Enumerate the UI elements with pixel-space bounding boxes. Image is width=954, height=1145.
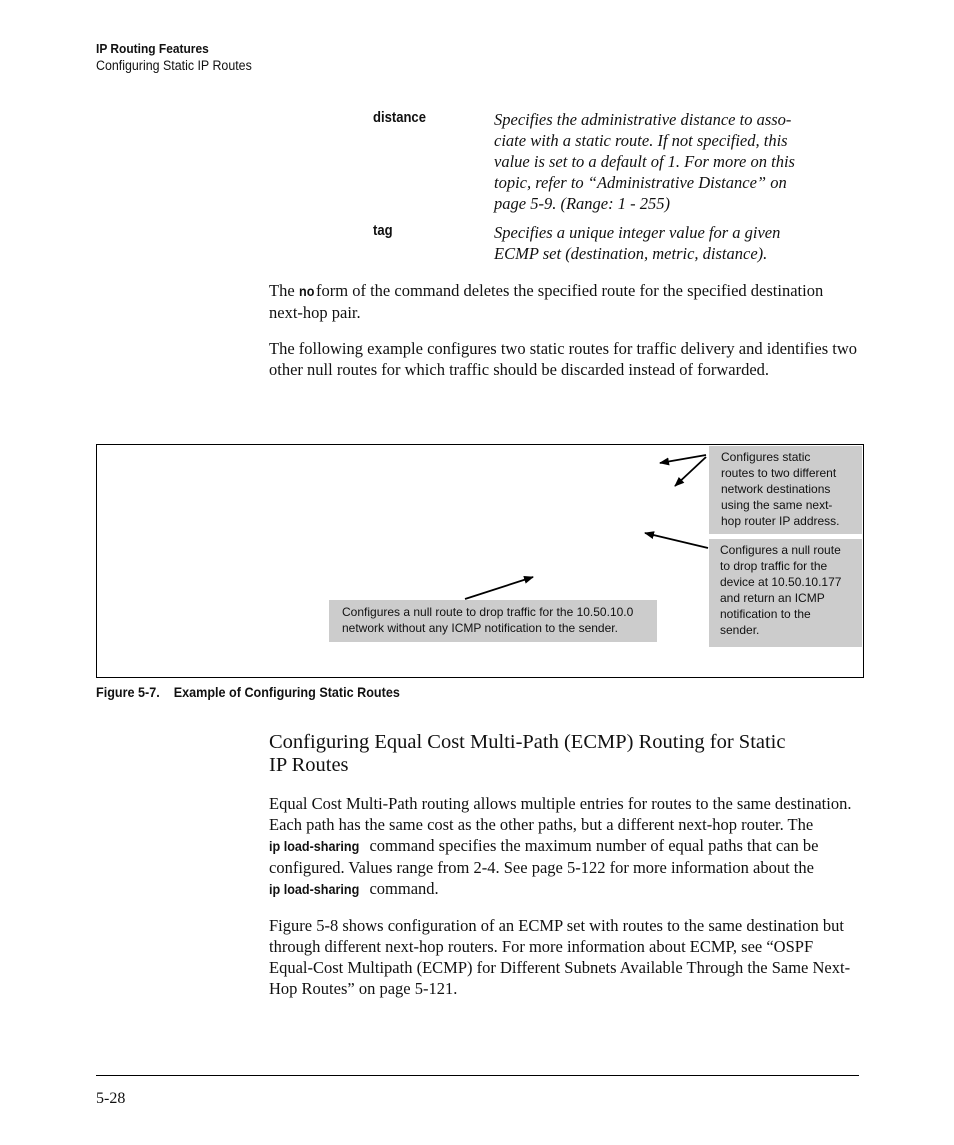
param-desc-distance	[494, 109, 858, 214]
keyword-no: no	[298, 283, 315, 299]
section-heading-line: Configuring Equal Cost Multi-Path (ECMP) Routing for Static	[269, 731, 786, 753]
param-desc-line: Specifies a unique integer value for a given	[494, 223, 781, 242]
param-desc-line: topic, refer to “Administrative Distance” on	[494, 173, 787, 192]
para-text: command specifies the maximum number of equal paths that can be configured. Values range from 2-4. See page 5-122 for more information about the	[269, 836, 819, 877]
running-header-section: Configuring Static IP Routes	[96, 58, 252, 73]
callout-line: sender.	[720, 623, 760, 637]
para-text: The	[269, 281, 299, 300]
param-desc-line: ECMP set (destination, metric, distance).	[494, 244, 768, 263]
param-desc-line: page 5-9. (Range: 1 - 255)	[494, 194, 670, 213]
callout-null-route-no-icmp	[329, 600, 657, 642]
param-desc-line: value is set to a default of 1. For more on this	[494, 152, 795, 171]
callout-line: network destinations	[721, 482, 831, 496]
callout-line: routes to two different	[721, 466, 837, 480]
para-no-form	[269, 280, 859, 323]
figure-caption-title: Example of Configuring Static Routes	[173, 684, 400, 700]
param-desc-line: ciate with a static route. If not specified, this	[494, 131, 788, 150]
keyword-ip-load-sharing: ip load-sharing	[269, 838, 360, 854]
callout-line: device at 10.50.10.177	[720, 575, 842, 589]
callout-line: notification to the	[720, 607, 811, 621]
param-term-distance: distance	[373, 110, 426, 126]
figure-caption-number: Figure 5-7.	[96, 684, 160, 700]
para-text: command.	[365, 879, 439, 898]
callout-line: and return an ICMP	[720, 591, 825, 605]
param-desc-line: Specifies the administrative distance to asso-	[494, 110, 792, 129]
callout-line: Configures a null route	[720, 543, 841, 557]
para-figure-5-8: Figure 5-8 shows configuration of an ECMP set with routes to the same destination but through different next-hop routers. For more information about ECMP, see “OSPF Equal-Cost Multipath (ECMP) for Different Subnets Available Through the Same Next-Hop Routes” on page 5-121.	[269, 916, 851, 998]
callout-line: hop router IP address.	[721, 514, 840, 528]
callout-line: using the same next-	[721, 498, 833, 512]
param-desc-tag	[494, 222, 858, 264]
keyword-ip-load-sharing: ip load-sharing	[269, 881, 360, 897]
callout-line: Configures static	[721, 450, 811, 464]
para-text: Equal Cost Multi-Path routing allows multiple entries for routes to the same destination. Each path has the same cost as the other paths, but a different next-hop router. The	[269, 794, 852, 834]
running-header-chapter: IP Routing Features	[96, 41, 209, 56]
section-heading-line: IP Routes	[269, 754, 349, 776]
para-ecmp	[269, 793, 859, 900]
callout-line: to drop traffic for the	[720, 559, 828, 573]
para-text: form of the command deletes the specified route for the specified destination next-hop pair.	[269, 281, 824, 322]
para-example-intro: The following example configures two static routes for traffic delivery and identifies two other null routes for which traffic should be discarded instead of forwarded.	[269, 339, 858, 379]
figure-caption	[96, 684, 400, 700]
section-heading	[269, 731, 859, 777]
callout-static-routes	[709, 446, 862, 534]
footer-rule	[96, 1075, 859, 1076]
callout-line: network without any ICMP notification to the sender.	[342, 621, 618, 635]
page-number: 5-28	[96, 1090, 126, 1107]
callout-line: Configures a null route to drop traffic for the 10.50.10.0	[342, 605, 634, 619]
param-term-tag: tag	[373, 223, 393, 239]
callout-null-route-icmp	[709, 539, 862, 647]
